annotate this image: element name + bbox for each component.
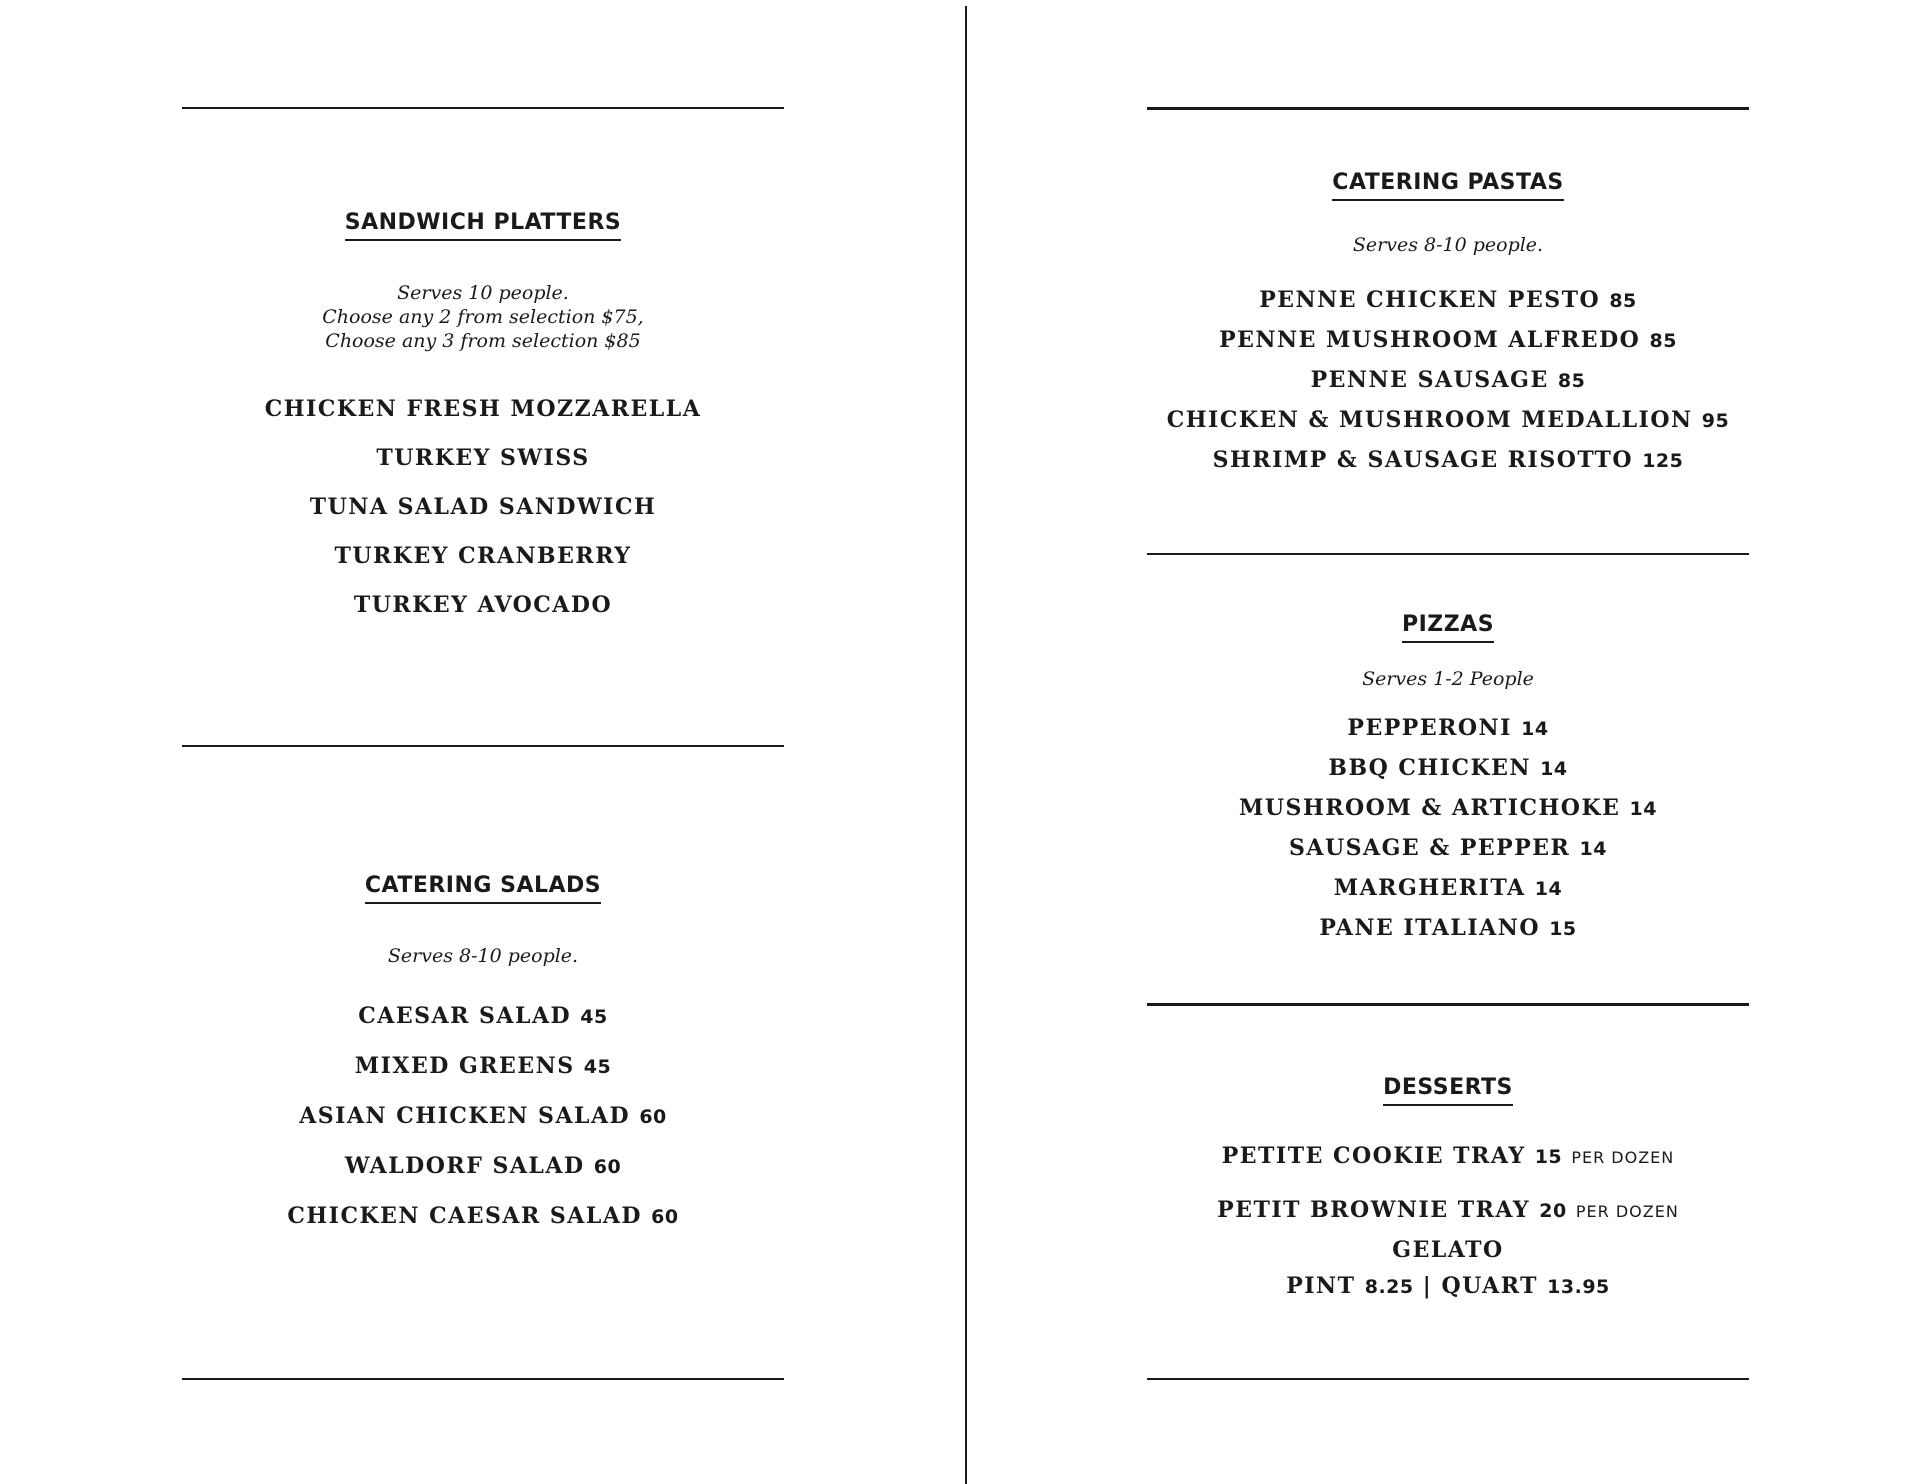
section-heading: SANDWICH PLATTERS bbox=[345, 210, 622, 241]
page-divider bbox=[965, 6, 967, 1484]
menu-item bbox=[182, 1092, 784, 1142]
quart-price: 13.95 bbox=[1547, 1276, 1610, 1298]
gelato-sizes bbox=[1147, 1268, 1749, 1305]
item-price: 85 bbox=[1609, 290, 1637, 312]
menu-item: TUNA SALAD SANDWICH bbox=[309, 494, 657, 520]
item-price: 14 bbox=[1579, 838, 1607, 860]
menu-item: CHICKEN FRESH MOZZARELLA bbox=[264, 396, 702, 422]
menu-item bbox=[182, 1192, 784, 1242]
menu-item bbox=[1147, 829, 1749, 869]
menu-item bbox=[1147, 1190, 1749, 1232]
menu-item bbox=[1147, 281, 1749, 321]
section-heading: CATERING SALADS bbox=[365, 873, 601, 904]
item-list bbox=[1147, 281, 1749, 481]
menu-item bbox=[1147, 321, 1749, 361]
note-line: Choose any 2 from selection $75, bbox=[322, 306, 644, 328]
menu-item bbox=[1147, 749, 1749, 789]
item-name: PENNE CHICKEN PESTO bbox=[1259, 287, 1601, 313]
item-price: 20 bbox=[1539, 1200, 1567, 1222]
item-name: CHICKEN & MUSHROOM MEDALLION bbox=[1166, 407, 1693, 433]
item-name: CHICKEN CAESAR SALAD bbox=[287, 1203, 642, 1229]
section-rule bbox=[1147, 1003, 1749, 1006]
item-unit: PER DOZEN bbox=[1571, 1148, 1675, 1167]
item-name: MUSHROOM & ARTICHOKE bbox=[1239, 795, 1621, 821]
item-name: PENNE SAUSAGE bbox=[1310, 367, 1549, 393]
menu-item bbox=[1147, 709, 1749, 749]
item-price: 60 bbox=[651, 1206, 679, 1228]
serving-note bbox=[182, 281, 784, 353]
item-name: PETIT BROWNIE TRAY bbox=[1217, 1197, 1531, 1223]
item-name: MIXED GREENS bbox=[354, 1053, 575, 1079]
section-heading: CATERING PASTAS bbox=[1332, 170, 1563, 201]
item-price: 85 bbox=[1557, 370, 1586, 392]
catering-pastas-section bbox=[1147, 170, 1749, 481]
item-price: 45 bbox=[580, 1006, 608, 1028]
menu-item bbox=[1147, 869, 1749, 909]
item-name: PETITE COOKIE TRAY bbox=[1221, 1143, 1526, 1169]
item-price: 15 bbox=[1534, 1146, 1563, 1168]
section-rule bbox=[182, 1378, 784, 1380]
gelato-item: GELATO bbox=[1392, 1237, 1504, 1263]
item-price: 85 bbox=[1649, 330, 1677, 352]
menu-item bbox=[1147, 361, 1749, 401]
item-price: 60 bbox=[593, 1156, 622, 1178]
item-name: SAUSAGE & PEPPER bbox=[1289, 835, 1571, 861]
menu-item: TURKEY CRANBERRY bbox=[334, 543, 632, 569]
item-price: 14 bbox=[1629, 798, 1657, 820]
menu-item bbox=[1147, 441, 1749, 481]
section-heading: DESSERTS bbox=[1383, 1075, 1513, 1106]
menu-item bbox=[1147, 1136, 1749, 1178]
item-list bbox=[182, 992, 784, 1242]
item-name: WALDORF SALAD bbox=[344, 1153, 585, 1179]
section-rule bbox=[1147, 107, 1749, 110]
item-name: ASIAN CHICKEN SALAD bbox=[299, 1103, 631, 1129]
section-rule bbox=[1147, 553, 1749, 555]
section-heading: PIZZAS bbox=[1402, 612, 1494, 643]
menu-item bbox=[1147, 401, 1749, 441]
menu-item bbox=[1147, 789, 1749, 829]
pint-label: PINT bbox=[1286, 1273, 1356, 1299]
item-name: CAESAR SALAD bbox=[358, 1003, 572, 1029]
serving-note: Serves 1-2 People bbox=[1362, 668, 1534, 690]
size-separator: | bbox=[1422, 1273, 1433, 1299]
item-price: 125 bbox=[1642, 450, 1684, 472]
section-rule bbox=[182, 745, 784, 747]
item-price: 14 bbox=[1540, 758, 1568, 780]
menu-item bbox=[182, 992, 784, 1042]
sandwich-platters-section bbox=[182, 210, 784, 630]
item-price: 45 bbox=[583, 1056, 612, 1078]
item-name: SHRIMP & SAUSAGE RISOTTO bbox=[1212, 447, 1634, 473]
section-rule bbox=[182, 107, 784, 109]
item-name: PEPPERONI bbox=[1347, 715, 1512, 741]
desserts-section bbox=[1147, 1075, 1749, 1305]
menu-item bbox=[1147, 909, 1749, 949]
serving-note: Serves 8-10 people. bbox=[1352, 234, 1544, 256]
menu-item: TURKEY AVOCADO bbox=[353, 592, 613, 618]
item-unit: PER DOZEN bbox=[1575, 1202, 1679, 1221]
item-name: PENNE MUSHROOM ALFREDO bbox=[1219, 327, 1641, 353]
section-rule bbox=[1147, 1378, 1749, 1380]
item-price: 14 bbox=[1534, 878, 1563, 900]
item-price: 15 bbox=[1549, 918, 1577, 940]
item-name: MARGHERITA bbox=[1333, 875, 1526, 901]
note-line: Choose any 3 from selection $85 bbox=[325, 330, 641, 352]
pizzas-section bbox=[1147, 612, 1749, 949]
item-price: 14 bbox=[1521, 718, 1549, 740]
menu-item bbox=[182, 1042, 784, 1092]
note-line: Serves 10 people. bbox=[397, 282, 569, 304]
item-list bbox=[1147, 1136, 1749, 1305]
item-list bbox=[182, 385, 784, 630]
quart-label: QUART bbox=[1441, 1273, 1538, 1299]
menu-item: TURKEY SWISS bbox=[376, 445, 590, 471]
item-price: 60 bbox=[639, 1106, 667, 1128]
item-name: PANE ITALIANO bbox=[1319, 915, 1541, 941]
item-name: BBQ CHICKEN bbox=[1328, 755, 1531, 781]
serving-note: Serves 8-10 people. bbox=[387, 945, 579, 967]
catering-salads-section bbox=[182, 873, 784, 1242]
pint-price: 8.25 bbox=[1364, 1276, 1414, 1298]
menu-item bbox=[182, 1142, 784, 1192]
item-price: 95 bbox=[1701, 410, 1730, 432]
item-list bbox=[1147, 709, 1749, 949]
